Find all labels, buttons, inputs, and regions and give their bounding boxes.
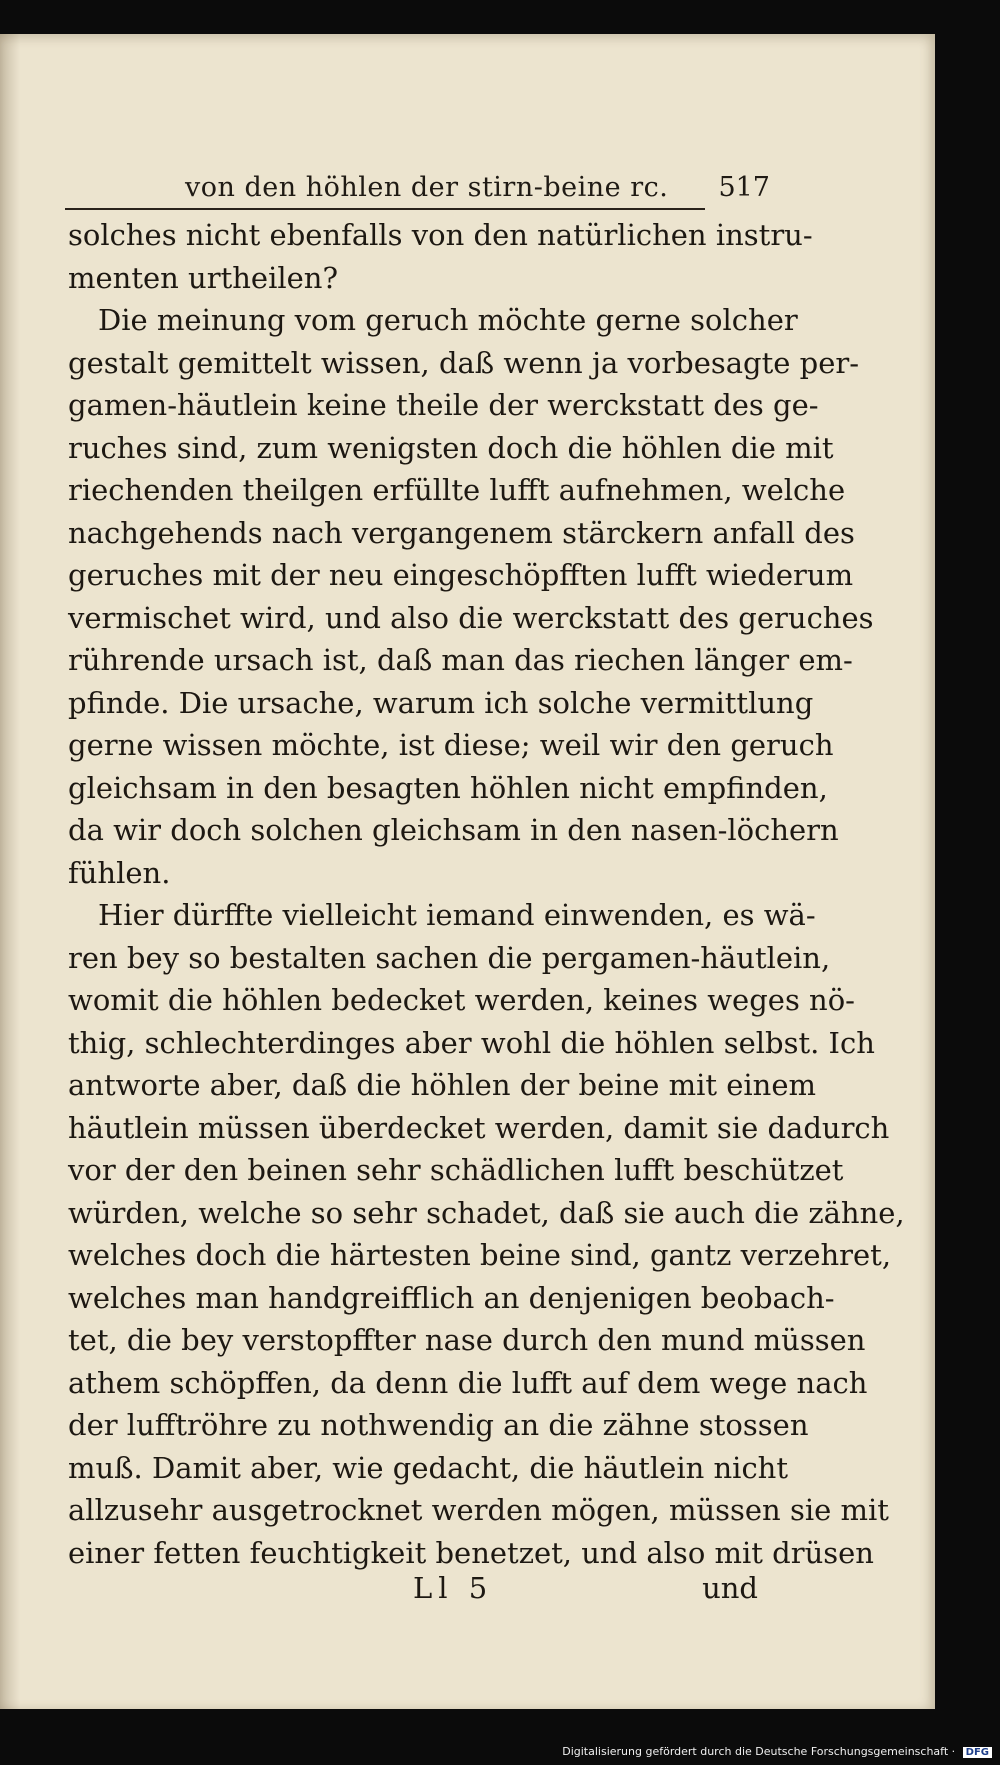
text-line: Die meinung vom geruch möchte gerne solcher <box>98 303 798 337</box>
text-line: solches nicht ebenfalls von den natürlichen instru- <box>68 218 813 252</box>
text-line: pfinde. Die ursache, warum ich solche vermittlung <box>68 685 814 720</box>
text-line: womit die höhlen bedecket werden, keines weges nö- <box>68 983 855 1017</box>
text-line: antworte aber, daß die höhlen der beine mit einem <box>68 1068 817 1102</box>
text-line: da wir doch solchen gleichsam in den nasen-löchern <box>68 813 839 847</box>
text-line: häutlein müssen überdecket werden, damit sie dadurch <box>68 1110 890 1145</box>
body-text <box>68 214 905 1574</box>
credit-text: Digitalisierung gefördert durch die Deutsche Forschungsgemeinschaft · <box>562 1745 956 1758</box>
running-title: von den höhlen der stirn-beine rc. <box>185 172 669 203</box>
text-line: gleichsam in den besagten höhlen nicht empfinden, <box>68 770 828 805</box>
text-line: würden, welche so sehr schadet, daß sie auch die zähne, <box>68 1195 905 1230</box>
text-line: geruches mit der neu eingeschöpfften lufft wiederum <box>68 558 854 592</box>
text-line: rührende ursach ist, daß man das riechen länger em- <box>68 643 853 677</box>
text-line: welches doch die härtesten beine sind, gantz verzehret, <box>68 1238 892 1272</box>
text-line: muß. Damit aber, wie gedacht, die häutlein nicht <box>68 1450 789 1485</box>
text-line: gerne wissen möchte, ist diese; weil wir den geruch <box>68 728 834 762</box>
header-rule <box>65 208 705 210</box>
text-line: ren bey so bestalten sachen die pergamen-häutlein, <box>68 940 831 975</box>
catchword: und <box>702 1571 758 1605</box>
text-line: vermischet wird, und also die werckstatt des geruches <box>68 600 874 635</box>
text-line: vor der den beinen sehr schädlichen lufft beschützet <box>68 1153 844 1187</box>
text-line: gestalt gemittelt wissen, daß wenn ja vorbesagte per- <box>68 345 860 380</box>
page-number: 517 <box>718 172 770 203</box>
page-header <box>65 154 770 210</box>
spine-shadow <box>0 34 20 1709</box>
text-line: ruches sind, zum wenigsten doch die höhlen die mit <box>68 430 834 465</box>
text-line: allzusehr ausgetrocknet werden mögen, müssen sie mit <box>68 1493 889 1527</box>
text-line: menten urtheilen? <box>68 260 339 295</box>
signature-mark: Ll 5 <box>413 1571 494 1605</box>
book-page <box>0 34 935 1709</box>
text-line: riechenden theilgen erfüllte lufft aufnehmen, welche <box>68 473 846 507</box>
text-line: tet, die bey verstopffter nase durch den mund müssen <box>68 1323 866 1357</box>
digitization-credit <box>562 1745 992 1758</box>
dfg-logo: DFG <box>963 1747 992 1758</box>
text-line: einer fetten feuchtigkeit benetzet, und also mit drüsen <box>68 1535 874 1570</box>
text-line: welches man handgreifflich an denjenigen beobach- <box>68 1280 835 1315</box>
text-line: athem schöpffen, da denn die lufft auf dem wege nach <box>68 1365 868 1400</box>
text-line: nachgehends nach vergangenem stärckern anfall des <box>68 515 855 550</box>
text-line: der lufftröhre zu nothwendig an die zähne stossen <box>68 1408 809 1442</box>
text-line: thig, schlechterdinges aber wohl die höhlen selbst. Ich <box>68 1025 875 1060</box>
text-line: Hier dürffte vielleicht iemand einwenden, es wä- <box>98 898 816 932</box>
page-footer <box>68 1571 758 1611</box>
text-line: fühlen. <box>68 855 171 890</box>
text-line: gamen-häutlein keine theile der werckstatt des ge- <box>68 388 819 422</box>
